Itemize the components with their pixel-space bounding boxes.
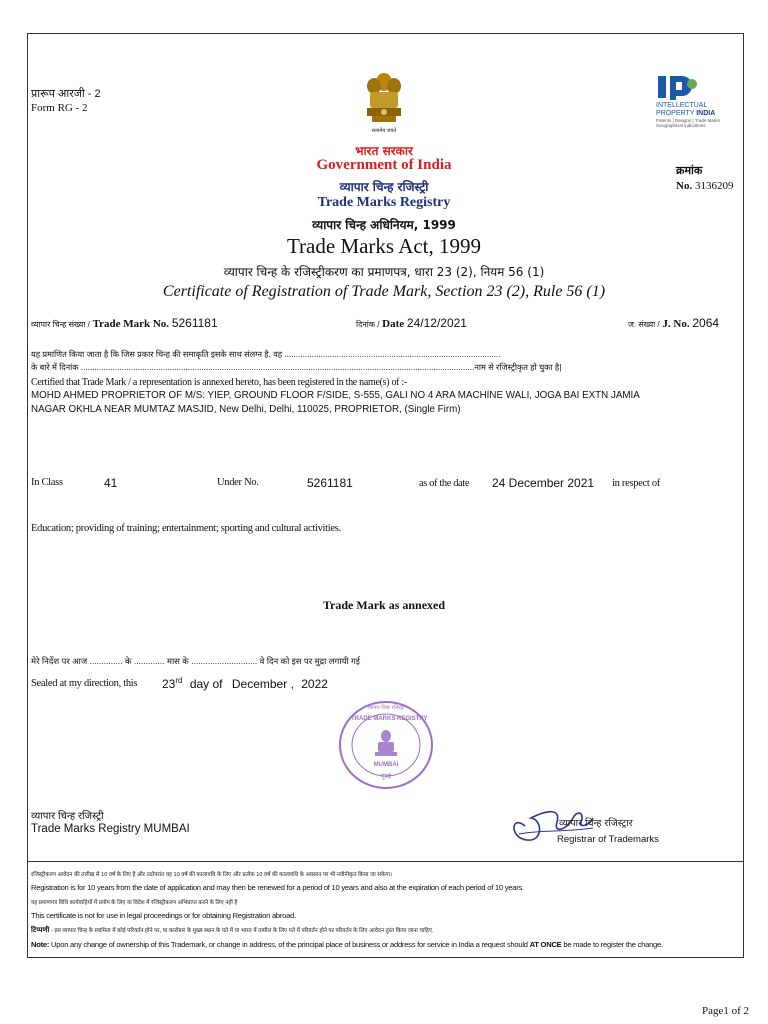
note-english-2: This certificate is not for use in legal proceedings or for obtaining Registration abroad. [31, 911, 296, 920]
registry-seal-stamp [337, 700, 435, 790]
class-value: 41 [104, 476, 118, 490]
act-english: Trade Marks Act, 1999 [286, 234, 482, 258]
note-bold: AT ONCE [529, 940, 562, 949]
note-english-1: Registration is for 10 years from the date of application and may then be renewed for a period of 10 years and also at the expiration of each period of 10 years. [31, 883, 524, 892]
ip-india-logo-icon [658, 74, 698, 102]
trademark-annexed: Trade Mark as annexed [322, 598, 446, 612]
tm-value: 5261181 [171, 316, 218, 330]
sealed-year: 2022 [301, 677, 328, 691]
logo-line4: Geographical Indications [656, 123, 706, 128]
serial-value: 3136209 [694, 180, 734, 192]
logo-line2-bold: INDIA [696, 110, 716, 117]
certify-hindi-line2: के बारे में दिनांक .............................................................................................................................................................................नाम से रजिस्ट्रीकृत हो चुका है| [31, 363, 562, 372]
note-text-2: be made to register the change. [563, 940, 663, 949]
asof-label: as of the date [419, 478, 470, 489]
emblem-motto: सत्यमेव जयते [371, 128, 397, 134]
ip-india-logo [656, 74, 746, 134]
seal-text-hindi-top: व्यापार चिन्ह रजिस्ट्री [367, 705, 405, 711]
seal-city: MUMBAI [373, 762, 399, 768]
form-label-hindi: प्रारूप आरजी - 2 [31, 88, 101, 100]
form-label: Form RG - 2 [31, 102, 88, 114]
serial-number [676, 180, 733, 192]
notes-divider [28, 861, 743, 862]
registry-footer-english: Trade Marks Registry MUMBAI [31, 823, 190, 835]
proprietor-line2: NAGAR OKHLA NEAR MUMTAZ MASJID, New Delhi, Delhi, 110025, PROPRIETOR, (Single Firm) [31, 404, 461, 415]
note-hindi-3 [31, 926, 434, 935]
sealed-date [162, 676, 328, 691]
logo-line1: INTELLECTUAL [656, 102, 708, 109]
certify-hindi-line1: यह प्रमाणित किया जाता है कि जिस प्रकार चिन्ह की समाकृति इसके साथ संलग्न है, वह ............................................................................................... [31, 350, 501, 359]
date-row [356, 316, 467, 330]
logo-line2: PROPERTY [656, 110, 695, 117]
seal-city-hindi: मुंबई [381, 773, 391, 780]
note-hindi-3-text: - इस व्यापार चिन्ह के स्वामित्व में कोई परिवर्तन होने पर, या कारोबार के मुख्य स्थान के पते में या भारत में तामील के लिए पते में परिवर्तन होने पर परिवर्तन के लिए आवेदन तुरंत किया जाना चाहिए. [50, 928, 434, 934]
cert-hindi: व्यापार चिन्ह के रजिस्ट्रीकरण का प्रमाणपत्र, धारा 23 (2), नियम 56 (1) [223, 265, 545, 279]
gov-hindi: भारत सरकार [355, 144, 413, 158]
under-label: Under No. [217, 477, 259, 488]
sealed-hindi: मेरे निर्देश पर आज .............. के ............. मास के ............................ वे दिन को इस पर मुद्रा लगायी गई [31, 656, 360, 666]
sealed-month: December , [231, 677, 294, 691]
act-hindi: व्यापार चिन्ह अधिनियम, 1999 [312, 218, 456, 232]
signature-english: Registrar of Trademarks [557, 834, 659, 845]
sealed-day-of: day of [189, 677, 223, 691]
jno-value: 2064 [692, 316, 720, 330]
note-hindi-3-label: टिप्पणी [31, 927, 50, 934]
certify-english: Certified that Trade Mark / a representation is annexed hereto, has been registered in the name(s) of :- [31, 377, 407, 388]
cert-english: Certificate of Registration of Trade Mark, Section 23 (2), Rule 56 (1) [162, 283, 606, 300]
under-value: 5261181 [307, 476, 353, 490]
jno-label-hindi: ज. संख्या / [628, 320, 660, 329]
serial-hindi-label: क्रमांक [676, 164, 703, 177]
note-hindi-1: रजिस्ट्रीकरण आवेदन की तारीख से 10 वर्ष के लिए है और तदोपरांत वह 10 वर्ष की कालावधि के लिए और प्रत्येक 10 वर्ष की कालावधि के अवसान पर भी नवीनीकृत किया जा सकेगा। [31, 872, 393, 878]
sealed-day-suffix: rd [175, 676, 183, 685]
sealed-day: 23 [162, 677, 176, 691]
registry-hindi: व्यापार चिन्ह रजिस्ट्री [339, 180, 429, 194]
jno-label: J. No. [662, 318, 690, 330]
date-value: 24/12/2021 [406, 316, 467, 330]
asof-value: 24 December 2021 [492, 476, 595, 490]
date-label: Date [382, 318, 405, 330]
date-label-hindi: दिनांक / [356, 320, 380, 329]
note-hindi-2: यह प्रमाणपत्र विधि कार्यवाहियों में प्रयोग के लिए या विदेश में रजिस्ट्रीकरण अभिप्राप्त करने के लिए नहीं है [31, 900, 238, 906]
jno-row [628, 316, 719, 330]
registry-footer-hindi: व्यापार चिन्ह रजिस्ट्री [31, 811, 104, 822]
signature-hindi: व्यापार चिन्ह रजिस्ट्रार [559, 818, 633, 829]
seal-text-top: TRADE MARKS REGISTRY [351, 716, 428, 722]
respect-label: in respect of [612, 478, 660, 489]
tm-label-hindi: व्यापार चिन्ह संख्या / [31, 320, 90, 329]
page-number: Page1 of 2 [702, 1005, 750, 1017]
class-label: In Class [31, 477, 63, 488]
sealed-label: Sealed at my direction, this [31, 678, 138, 689]
note-text-1: Upon any change of ownership of this Trademark, or change in address, of the principal place of business or address for service in India a request should [51, 940, 528, 949]
goods-description: Education; providing of training; entertainment; sporting and cultural activities. [31, 523, 341, 534]
tm-label: Trade Mark No. [92, 318, 170, 330]
trademark-number-row [31, 316, 218, 330]
proprietor-line1: MOHD AHMED PROPRIETOR OF M/S: YIEP, GROUND FLOOR F/SIDE, S-555, GALI NO 4 ARA MACHINE WALI, JOGA BAI EXTN JAMIA [31, 390, 640, 401]
gov-english: Government of India [316, 157, 452, 173]
note-english-3 [31, 940, 663, 949]
note-label: Note: [31, 940, 50, 949]
logo-line3: Patents | Designs | Trade Marks [656, 118, 720, 123]
serial-label: No. [676, 180, 693, 192]
registry-english: Trade Marks Registry [317, 195, 451, 210]
